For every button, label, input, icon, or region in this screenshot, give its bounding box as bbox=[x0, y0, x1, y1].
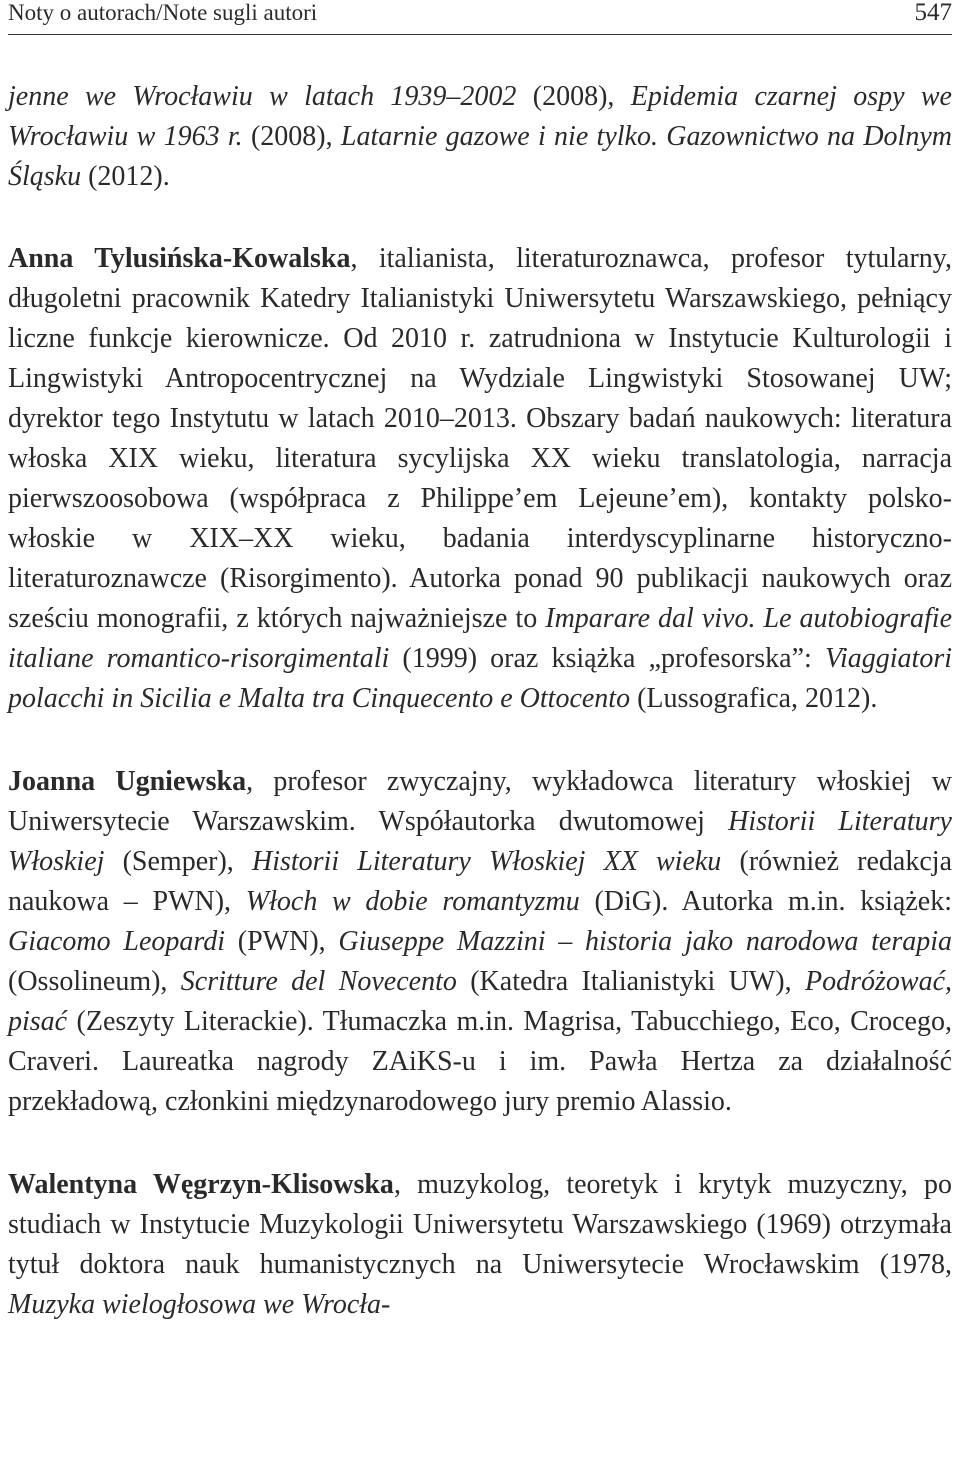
text-span: (Zeszyty Literackie). Tłumaczka m.in. Magrisa, Tabucchiego, Eco, Crocego, Craveri. Laureatka nagrody ZAiKS-u i im. Pawła Hertza za działalność przekładową, członkini międzynarodowego jury premio Alassio. bbox=[8, 1006, 952, 1117]
text-span: (Ossolineum), bbox=[8, 966, 181, 997]
book-title: Imparare dal vivo. Le autobiografie italiane romantico-risorgimentali bbox=[8, 603, 952, 674]
book-title: Giuseppe Mazzini – historia jako narodowa terapia bbox=[338, 926, 952, 957]
paragraph-gap bbox=[8, 719, 952, 762]
text-span: , italianista, literaturoznawca, profesor tytularny, długoletni pracownik Katedry Italianistyki Uniwersytetu Warszawskiego, pełniący liczne funkcje kierownicze. Od 2010 r. zatrudniona w Instytucie Kulturologii i Lingwistyki Antropocentrycznej na Wydziale Lingwistyki Stosowanej UW; dyrektor tego Instytutu w latach 2010–2013. Obszary badań naukowych: literatura włoska XIX wieku, literatura sycylijska XX wieku translatologia, narracja pierwszoosobowa (współpraca z Philippe’em Lejeune’em), kontakty polsko-włoskie w XIX–XX wieku, badania interdyscyplinarne historyczno-literaturoznawcze (Risorgimento). Autorka ponad 90 publikacji naukowych oraz sześciu monografii, z których najważniejsze to bbox=[8, 243, 952, 634]
page-body bbox=[8, 77, 952, 1325]
running-title: Noty o autorach/Note sugli autori bbox=[8, 0, 318, 25]
text-span: (Lussografica, 2012). bbox=[630, 683, 878, 714]
text-span: (2008), bbox=[516, 81, 631, 112]
author-note-wegrzyn-klisowska bbox=[8, 1165, 952, 1325]
book-title: Muzyka wielogłosowa we Wrocła- bbox=[8, 1289, 391, 1320]
book-title: Latarnie gazowe i nie tylko. Gazownictwo na Dolnym Śląsku bbox=[8, 121, 952, 192]
book-title: Viaggiatori polacchi in Sicilia e Malta tra Cinquecento e Ottocento bbox=[8, 643, 952, 714]
book-title: Giacomo Leopardi bbox=[8, 926, 226, 957]
text-span: (również redakcja naukowa – PWN), bbox=[8, 846, 952, 917]
text-span: (Semper), bbox=[104, 846, 252, 877]
author-note-tylusinska bbox=[8, 239, 952, 719]
text-span: (1999) oraz książka „profesorska”: bbox=[389, 643, 825, 674]
book-title: Historii Literatury Włoskiej XX wieku bbox=[251, 846, 722, 877]
text-span: (2008), bbox=[242, 121, 341, 152]
author-name: Anna Tylusińska-Kowalska bbox=[8, 243, 351, 274]
paragraph-continuation bbox=[8, 77, 952, 197]
paragraph-gap bbox=[8, 197, 952, 239]
book-title: Włoch w dobie romantyzmu bbox=[245, 886, 580, 917]
book-title: Podróżować, pisać bbox=[8, 966, 952, 1037]
book-title: Epidemia czarnej ospy we Wrocławiu w 1963 r. bbox=[8, 81, 952, 152]
author-name: Walentyna Węgrzyn-Klisowska bbox=[8, 1169, 394, 1200]
text-span: (DiG). Autorka m.in. książek: bbox=[579, 886, 952, 917]
text-span: (PWN), bbox=[225, 926, 339, 957]
book-title: jenne we Wrocławiu w latach 1939–2002 bbox=[8, 81, 517, 112]
text-span: (Katedra Italianistyki UW), bbox=[456, 966, 805, 997]
author-note-ugniewska bbox=[8, 762, 952, 1122]
header-rule bbox=[8, 34, 952, 35]
book-title: Scritture del Novecento bbox=[180, 966, 457, 997]
text-span: , profesor zwyczajny, wykładowca literatury włoskiej w Uniwersytecie Warszawskim. Współautorka dwutomowej bbox=[8, 766, 952, 837]
text-span: (2012). bbox=[81, 161, 170, 192]
book-title: Historii Literatury Włoskiej bbox=[8, 806, 952, 877]
running-header bbox=[8, 0, 952, 30]
paragraph-gap bbox=[8, 1122, 952, 1165]
author-name: Joanna Ugniewska bbox=[8, 766, 247, 797]
text-span: , muzykolog, teoretyk i krytyk muzyczny, po studiach w Instytucie Muzykologii Uniwersytetu Warszawskiego (1969) otrzymała tytuł doktora nauk humanistycznych na Uniwersytecie Wrocławskim (1978, bbox=[8, 1169, 952, 1280]
page-number: 547 bbox=[914, 0, 952, 26]
